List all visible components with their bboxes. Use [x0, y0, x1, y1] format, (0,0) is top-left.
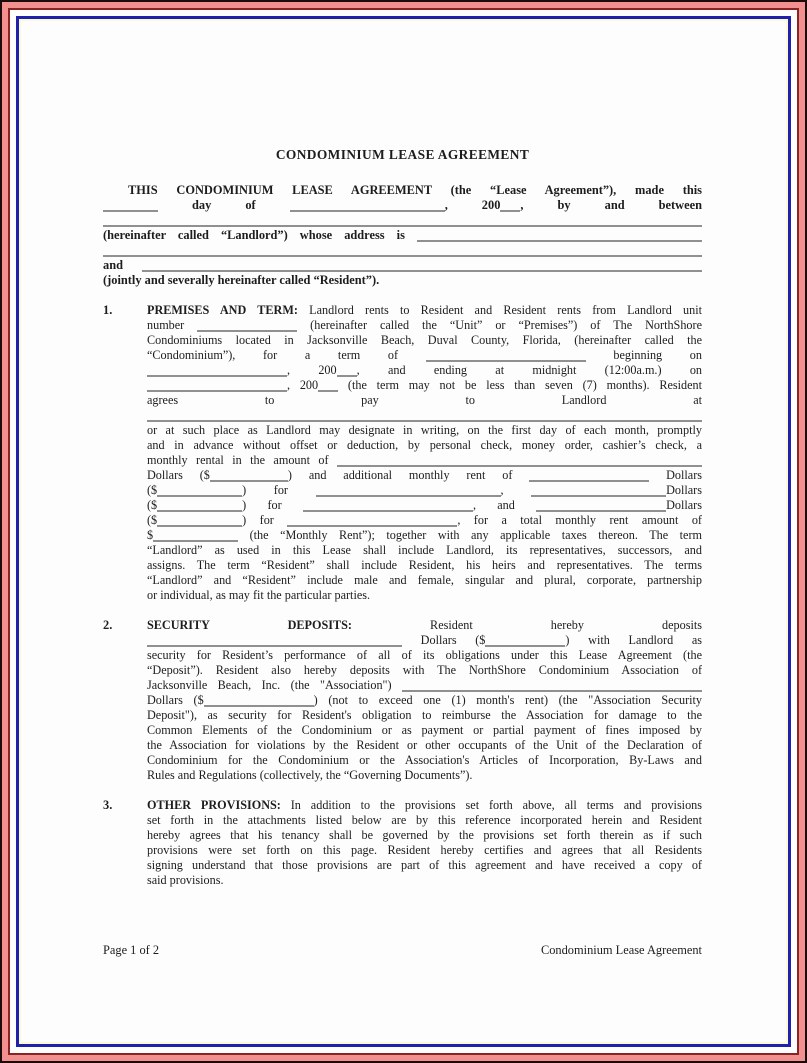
form-line — [103, 213, 702, 228]
form-line: ($ ) for , for a total monthly rent amount of — [147, 513, 702, 527]
blank-underline — [337, 466, 702, 467]
document-title: CONDOMINIUM LEASE AGREEMENT — [275, 147, 530, 162]
blank-underline — [103, 211, 158, 212]
blank-underline — [157, 511, 242, 512]
form-line: (jointly and severally hereinafter called “Resident”). — [103, 273, 380, 287]
blank-underline — [536, 511, 666, 512]
blank-underline — [147, 376, 287, 377]
blank-underline — [303, 511, 473, 512]
form-line: Dollars ($ ) with Landlord as — [147, 633, 702, 648]
form-line: security for Resident’s performance of all of its obligations under this Lease Agreement (the — [147, 648, 702, 662]
blank-underline — [485, 646, 565, 647]
blank-underline — [147, 421, 702, 422]
footer-doc-name: Condominium Lease Agreement — [540, 943, 702, 957]
form-line: and — [103, 258, 702, 273]
form-line: SECURITY DEPOSITS: Resident hereby deposits — [147, 618, 702, 632]
blank-underline — [103, 226, 702, 227]
blank-underline — [529, 481, 649, 482]
blank-underline — [287, 526, 457, 527]
form-line — [103, 243, 702, 258]
blank-underline — [316, 496, 501, 497]
blank-underline — [204, 706, 314, 707]
form-line: Dollars ($ ) and additional monthly rent of Dollars — [147, 468, 702, 482]
section-1 — [103, 303, 702, 603]
form-line: $ (the “Monthly Rent”); together with any applicable taxes thereon. The term — [147, 528, 702, 542]
blank-underline — [103, 256, 702, 257]
form-line: Condominium for the Condominium or the Association's Articles of Incorporation, By-Laws and — [147, 753, 702, 767]
form-line: hereby agrees that his tenancy shall be governed by the provisions set forth therein as if such — [147, 828, 702, 842]
form-line: ($ ) for , Dollars — [147, 483, 702, 497]
form-line: assigns. The term “Resident” shall include Resident, his heirs and representatives. The terms — [147, 558, 702, 572]
form-line: agrees to pay to Landlord at — [147, 393, 702, 407]
section-body — [147, 303, 702, 603]
form-line: signing understand that those provisions are part of this agreement and have received a copy of — [147, 858, 702, 872]
blank-underline — [142, 271, 702, 272]
form-line — [147, 408, 702, 423]
form-line: Common Elements of the Condominium or as payment or partial payment of fines imposed by — [147, 723, 702, 737]
blank-underline — [531, 496, 666, 497]
form-line: “Landlord” as used in this Lease shall include Landlord, its representatives, successors, and — [147, 543, 702, 557]
footer-page-number: Page 1 of 2 — [103, 943, 160, 957]
form-line: provisions were set forth on this page. Resident hereby certifies and agrees that all Residents — [147, 843, 702, 857]
form-line: Rules and Regulations (collectively, the “Governing Documents”). — [147, 768, 473, 782]
section-body — [147, 618, 702, 783]
section-2 — [103, 618, 702, 783]
blank-underline — [426, 361, 586, 362]
section-number: 1. — [103, 303, 113, 317]
form-line: PREMISES AND TERM: Landlord rents to Resident and Resident rents from Landlord unit — [147, 303, 702, 317]
section-body — [147, 798, 702, 888]
form-line: OTHER PROVISIONS: In addition to the provisions set forth above, all terms and provisions — [147, 798, 702, 812]
form-line: “Deposit”). Resident also hereby deposits with The NorthShore Condominium Association of — [147, 663, 702, 677]
form-line: set forth in the attachments listed below are by this reference incorporated herein and Resident — [147, 813, 702, 827]
section-heading: OTHER PROVISIONS: — [147, 798, 281, 812]
blank-underline — [417, 241, 702, 242]
blank-underline — [147, 391, 287, 392]
form-line: or at such place as Landlord may designate in writing, on the first day of each month, promptly — [147, 423, 702, 437]
blank-underline — [500, 211, 520, 212]
form-line: , 200 (the term may not be less than seven (7) months). Resident — [147, 378, 702, 393]
blank-underline — [157, 526, 242, 527]
form-line: and in advance without offset or deduction, by personal check, money order, cashier’s check, a — [147, 438, 702, 452]
form-line: monthly rental in the amount of — [147, 453, 702, 468]
form-line: said provisions. — [147, 873, 224, 887]
blank-underline — [210, 481, 288, 482]
blank-underline — [290, 211, 445, 212]
blank-underline — [337, 376, 357, 377]
blank-underline — [318, 391, 338, 392]
form-line: Condominiums located in Jacksonville Beach, Duval County, Florida, (hereinafter called the — [147, 333, 702, 347]
blank-underline — [153, 541, 238, 542]
form-line: or individual, as may fit the particular parties. — [147, 588, 371, 602]
form-line: day of , 200 , by and between — [103, 198, 702, 213]
section-3 — [103, 798, 702, 888]
sections-container — [103, 303, 702, 888]
intro-paragraph — [103, 183, 702, 288]
section-heading: PREMISES AND TERM: — [147, 303, 298, 317]
blank-underline — [157, 496, 242, 497]
page-footer — [103, 943, 702, 958]
blank-underline — [197, 331, 297, 332]
form-line: the Association for violations by the Resident or other occupants of the Unit of the Declaration of — [147, 738, 702, 752]
form-line: (hereinafter called “Landlord”) whose address is — [103, 228, 702, 243]
form-line: THIS CONDOMINIUM LEASE AGREEMENT (the “Lease Agreement”), made this — [128, 183, 702, 197]
form-line: number (hereinafter called the “Unit” or “Premises”) of The NorthShore — [147, 318, 702, 332]
form-line: Deposit"), as security for Resident's obligation to reimburse the Association for damage to the — [147, 708, 702, 722]
form-line: “Landlord” and “Resident” include male and female, singular and plural, corporate, partnership — [147, 573, 702, 587]
section-number: 2. — [103, 618, 113, 632]
blank-underline — [402, 691, 702, 692]
form-line: Jacksonville Beach, Inc. (the "Association") — [147, 678, 702, 693]
form-line: ($ ) for , and Dollars — [147, 498, 702, 512]
blank-underline — [147, 646, 402, 647]
form-line: Dollars ($ ) (not to exceed one (1) month's rent) (the "Association Security — [147, 693, 702, 707]
section-heading: SECURITY DEPOSITS: — [147, 618, 352, 632]
form-line: “Condominium”), for a term of beginning on — [147, 348, 702, 362]
form-line: , 200 , and ending at midnight (12:00a.m.) on — [147, 363, 702, 378]
section-number: 3. — [103, 798, 113, 812]
